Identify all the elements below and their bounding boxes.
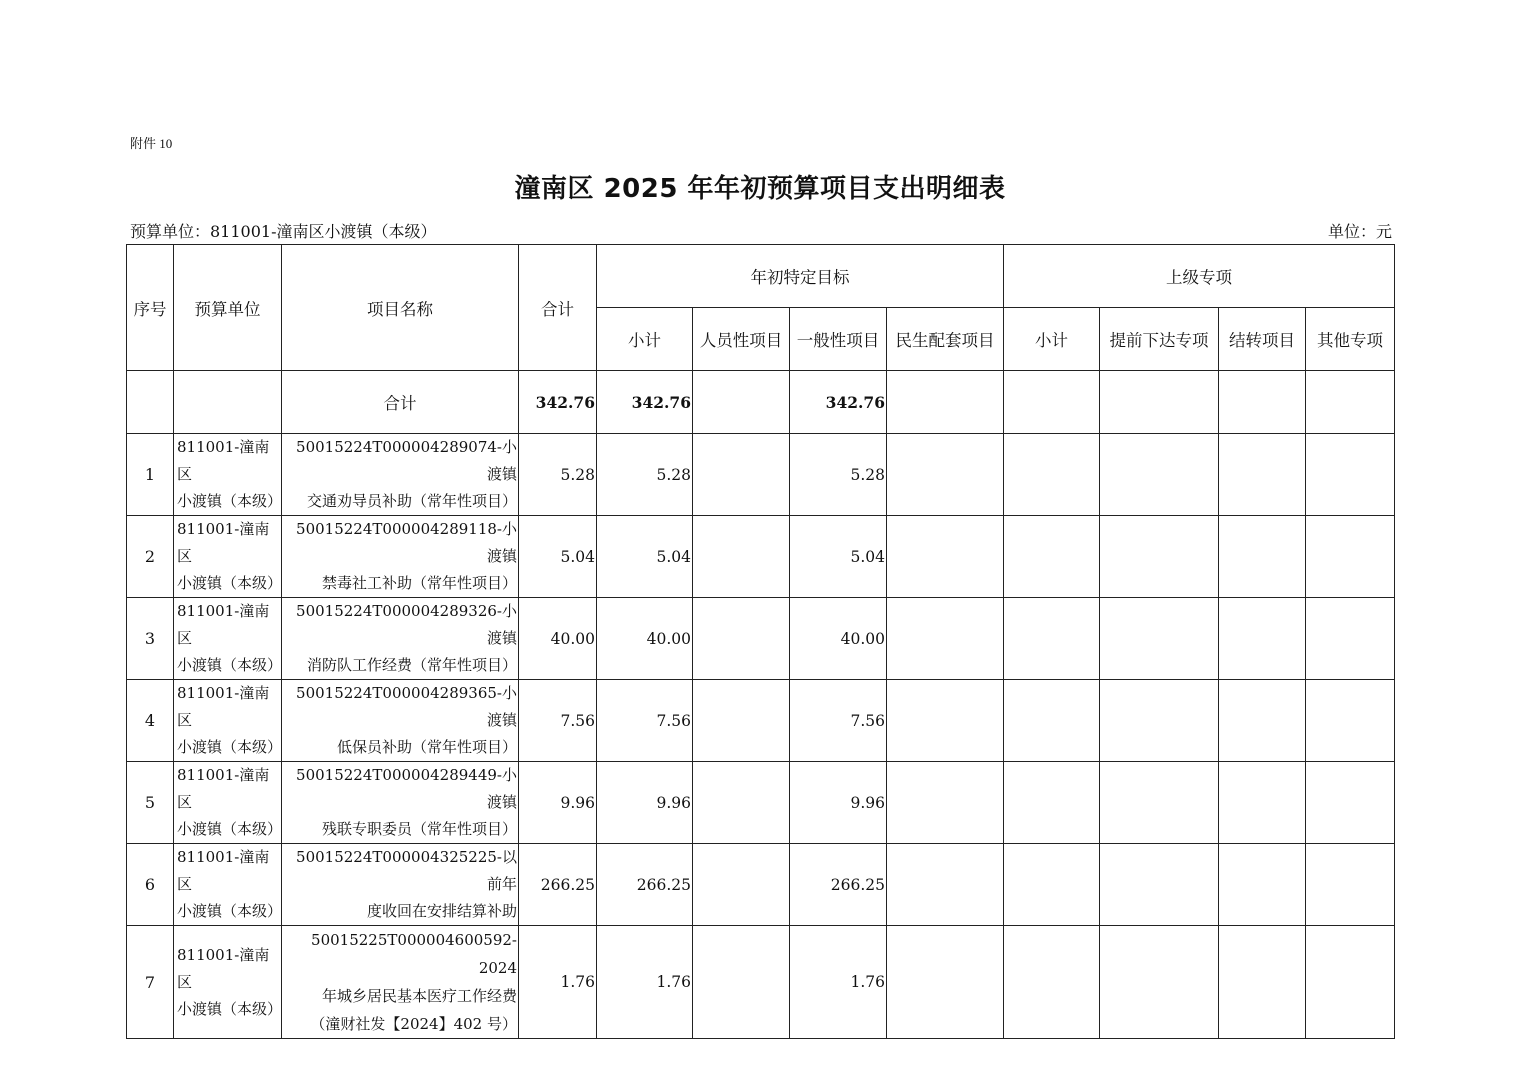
row-unit [174,762,282,844]
total-general: 342.76 [790,371,887,434]
row-unit [174,598,282,680]
cell-empty [1219,926,1306,1039]
cell-empty [887,371,1004,434]
header-subtotal-b: 小计 [1004,308,1100,371]
cell-empty [1100,762,1219,844]
row-project [282,762,519,844]
project-line: 交通劝导员补助（常年性项目） [306,492,517,510]
row-project [282,680,519,762]
total-total: 342.76 [519,371,597,434]
table-row [127,516,1395,598]
cell-empty [887,598,1004,680]
header-seq: 序号 [127,245,174,371]
project-line: 50015224T000004289449-小渡镇 [296,766,517,811]
row-total: 5.04 [519,516,597,598]
cell-empty [1219,516,1306,598]
project-line: 年城乡居民基本医疗工作经费 [321,987,517,1005]
row-seq: 4 [127,680,174,762]
unit-line: 小渡镇（本级） [177,902,283,920]
header-advance: 提前下达专项 [1100,308,1219,371]
project-line: 50015224T000004289074-小渡镇 [296,438,517,483]
row-subtotal: 266.25 [597,844,693,926]
row-project [282,926,519,1039]
unit-line: 811001-潼南区 [177,520,270,565]
table-row [127,434,1395,516]
cell-empty [693,844,790,926]
page-title: 潼南区 2025 年年初预算项目支出明细表 [514,174,1006,204]
budget-table [126,244,1395,1039]
cell-empty [1004,598,1100,680]
cell-empty [887,434,1004,516]
cell-empty [1004,516,1100,598]
cell-empty [1100,926,1219,1039]
header-other: 其他专项 [1306,308,1395,371]
unit-line: 811001-潼南区 [177,684,270,729]
cell-empty [693,516,790,598]
unit-line: 小渡镇（本级） [177,574,283,592]
cell-empty [1100,516,1219,598]
header-personnel: 人员性项目 [693,308,790,371]
header-unit: 预算单位 [174,245,282,371]
cell-empty [693,598,790,680]
project-line: （潼财社发【2024】402 号） [310,1015,517,1033]
row-seq: 1 [127,434,174,516]
row-unit [174,434,282,516]
row-total: 40.00 [519,598,597,680]
cell-empty [1219,598,1306,680]
project-line: 50015224T000004289326-小渡镇 [296,602,517,647]
row-total: 1.76 [519,926,597,1039]
cell-empty [1100,680,1219,762]
cell-empty [887,844,1004,926]
row-general: 5.28 [790,434,887,516]
unit-line: 811001-潼南区 [177,602,270,647]
table-row [127,762,1395,844]
row-project [282,844,519,926]
header-subtotal-a: 小计 [597,308,693,371]
header-livelihood: 民生配套项目 [887,308,1004,371]
cell-empty [1219,434,1306,516]
row-seq: 3 [127,598,174,680]
row-seq: 7 [127,926,174,1039]
unit-line: 811001-潼南区 [177,945,270,991]
cell-empty [1306,598,1395,680]
cell-empty [1004,844,1100,926]
row-subtotal: 7.56 [597,680,693,762]
row-total: 7.56 [519,680,597,762]
cell-empty [1004,680,1100,762]
cell-empty [693,371,790,434]
cell-empty [127,371,174,434]
row-general: 266.25 [790,844,887,926]
row-subtotal: 5.04 [597,516,693,598]
unit-line: 小渡镇（本级） [177,492,283,510]
project-line: 低保员补助（常年性项目） [336,738,517,756]
row-project [282,434,519,516]
row-seq: 6 [127,844,174,926]
cell-empty [887,926,1004,1039]
cell-empty [693,434,790,516]
cell-empty [1306,844,1395,926]
project-line: 残联专职委员（常年性项目） [321,820,517,838]
cell-empty [1100,598,1219,680]
header-general: 一般性项目 [790,308,887,371]
row-general: 7.56 [790,680,887,762]
row-project [282,516,519,598]
cell-empty [1219,680,1306,762]
total-label: 合计 [282,371,519,434]
budget-unit-label: 预算单位：811001-潼南区小渡镇（本级） [130,222,437,241]
total-row [127,371,1395,434]
row-subtotal: 40.00 [597,598,693,680]
cell-empty [1100,371,1219,434]
row-unit [174,516,282,598]
cell-empty [1219,371,1306,434]
row-subtotal: 9.96 [597,762,693,844]
table-row [127,926,1395,1039]
unit-line: 811001-潼南区 [177,848,270,893]
project-line: 50015224T000004325225-以前年 [296,848,517,893]
unit-line: 小渡镇（本级） [177,820,283,838]
cell-empty [1306,434,1395,516]
cell-empty [1306,371,1395,434]
row-subtotal: 1.76 [597,926,693,1039]
header-group-superior: 上级专项 [1004,245,1395,308]
project-line: 50015224T000004289365-小渡镇 [296,684,517,729]
unit-line: 811001-潼南区 [177,438,270,483]
table-row [127,680,1395,762]
cell-empty [1219,762,1306,844]
row-subtotal: 5.28 [597,434,693,516]
project-line: 消防队工作经费（常年性项目） [306,656,517,674]
cell-empty [1100,434,1219,516]
table-row [127,598,1395,680]
header-row-1 [127,245,1395,308]
row-unit [174,926,282,1039]
table-row [127,844,1395,926]
cell-empty [887,516,1004,598]
project-line: 50015225T000004600592-2024 [311,931,517,977]
total-subtotal: 342.76 [597,371,693,434]
currency-unit-label: 单位：元 [1327,222,1392,241]
cell-empty [1306,762,1395,844]
row-general: 5.04 [790,516,887,598]
row-unit [174,844,282,926]
row-seq: 5 [127,762,174,844]
cell-empty [1219,844,1306,926]
row-unit [174,680,282,762]
cell-empty [693,680,790,762]
header-project: 项目名称 [282,245,519,371]
unit-line: 811001-潼南区 [177,766,270,811]
unit-line: 小渡镇（本级） [177,738,283,756]
cell-empty [693,926,790,1039]
cell-empty [174,371,282,434]
row-general: 40.00 [790,598,887,680]
cell-empty [1004,371,1100,434]
row-total: 5.28 [519,434,597,516]
row-total: 266.25 [519,844,597,926]
cell-empty [1004,762,1100,844]
attachment-label: 附件 10 [130,136,173,151]
cell-empty [1004,926,1100,1039]
project-line: 度收回在安排结算补助 [366,902,517,920]
cell-empty [1306,516,1395,598]
row-total: 9.96 [519,762,597,844]
cell-empty [887,762,1004,844]
cell-empty [887,680,1004,762]
cell-empty [1306,680,1395,762]
header-group-specific: 年初特定目标 [597,245,1004,308]
row-seq: 2 [127,516,174,598]
cell-empty [1004,434,1100,516]
project-line: 50015224T000004289118-小渡镇 [296,520,517,565]
row-general: 9.96 [790,762,887,844]
unit-line: 小渡镇（本级） [177,656,283,674]
cell-empty [693,762,790,844]
project-line: 禁毒社工补助（常年性项目） [321,574,517,592]
header-carryover: 结转项目 [1219,308,1306,371]
cell-empty [1306,926,1395,1039]
cell-empty [1100,844,1219,926]
row-general: 1.76 [790,926,887,1039]
header-total: 合计 [519,245,597,371]
row-project [282,598,519,680]
unit-line: 小渡镇（本级） [177,999,283,1018]
